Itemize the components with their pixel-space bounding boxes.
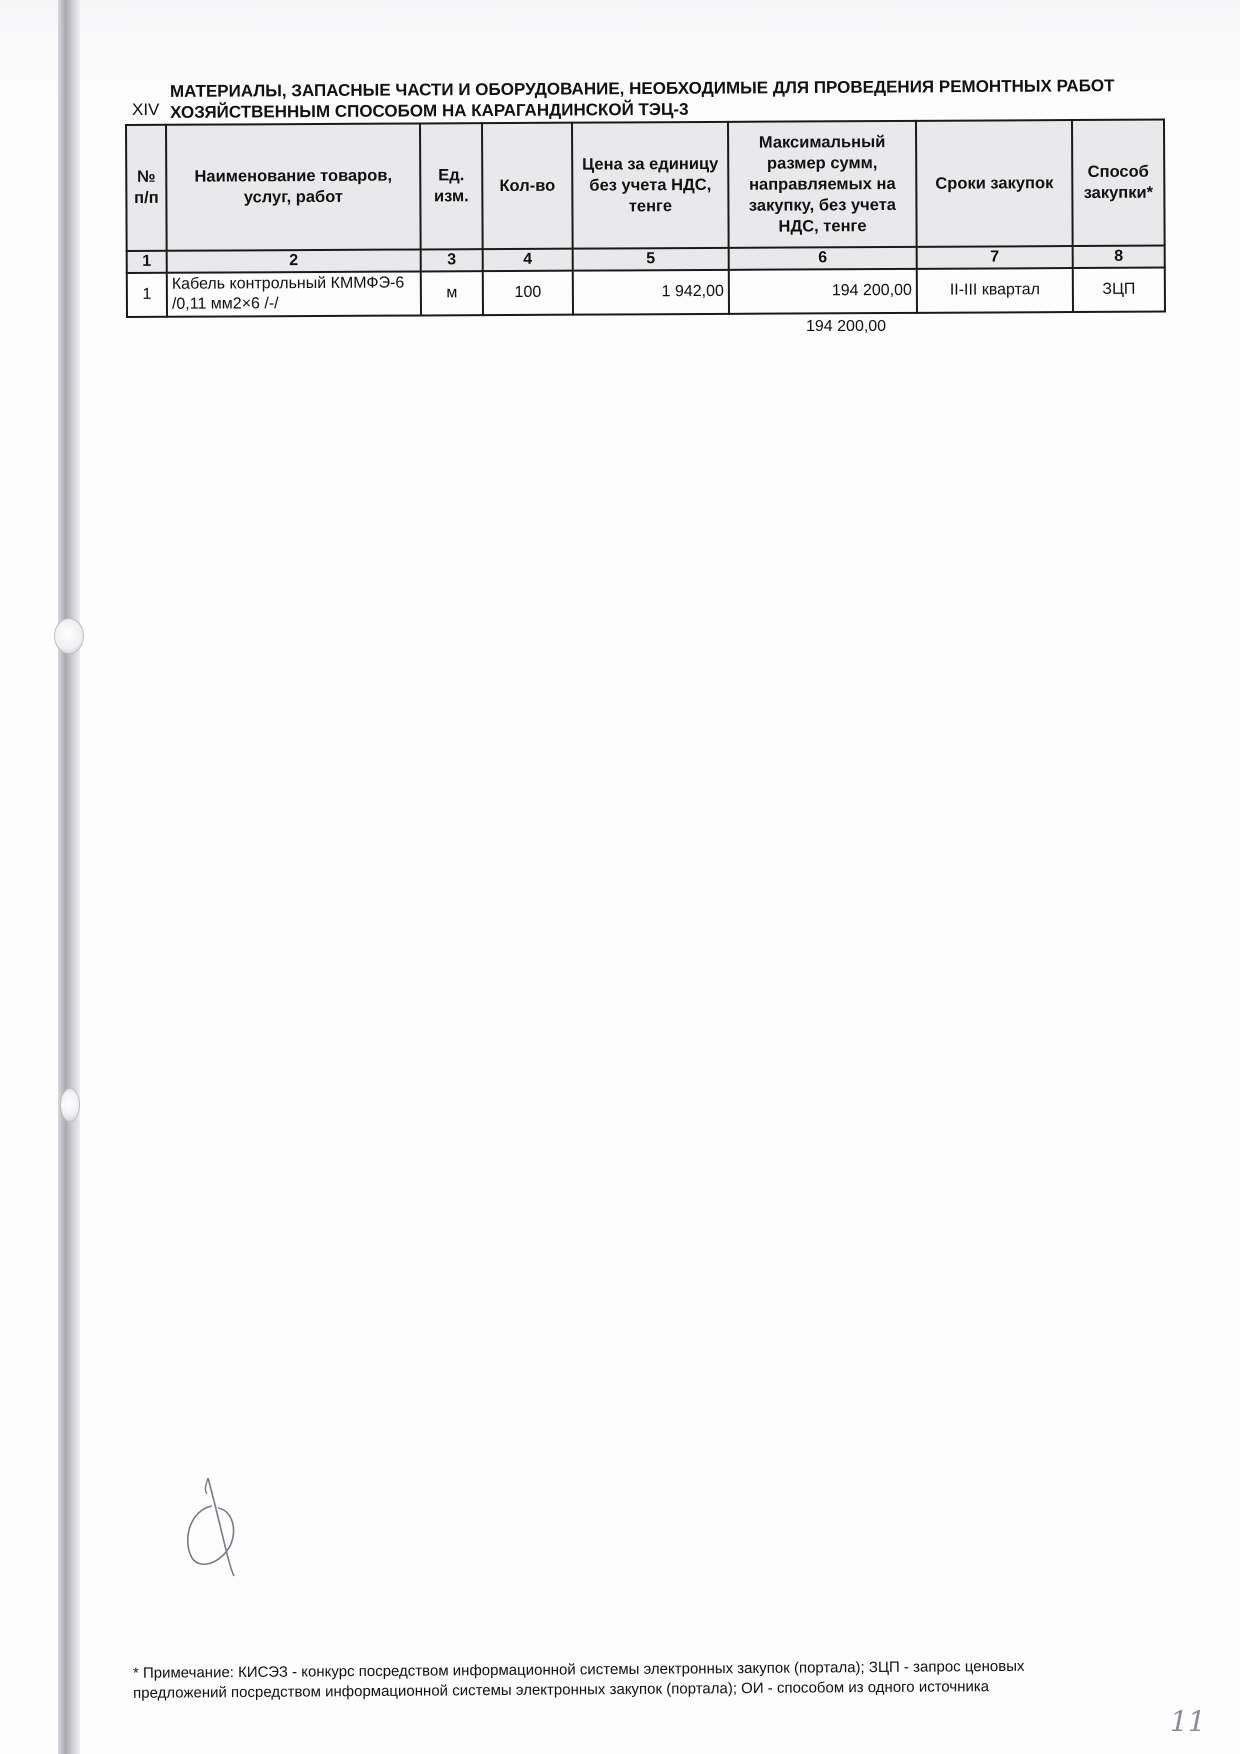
column-number: 5 — [573, 248, 729, 271]
section-number: XIV — [132, 100, 160, 119]
column-number: 2 — [167, 249, 421, 272]
procurement-table — [125, 119, 1166, 318]
punch-hole — [54, 618, 84, 654]
header-cell-method: Способ закупки* — [1072, 120, 1165, 246]
column-number: 4 — [483, 249, 573, 271]
cell-term: II-III квартал — [917, 268, 1073, 313]
header-cell-price: Цена за единицу без учета НДС, тенге — [572, 122, 729, 249]
handwritten-signature — [180, 1470, 270, 1580]
cell-qty: 100 — [483, 271, 573, 315]
cell-unit: м — [421, 271, 483, 315]
cell-num: 1 — [127, 273, 167, 317]
column-number: 6 — [729, 247, 917, 270]
cell-name: Кабель контрольный КММФЭ-6 /0,11 мм2×6 /-/ — [167, 271, 421, 316]
cell-method: ЗЦП — [1073, 268, 1165, 312]
table-row — [127, 268, 1165, 317]
column-number: 7 — [917, 246, 1073, 269]
header-cell-name: Наименование товаров, услуг, работ — [166, 123, 421, 250]
handwritten-page-number: 11 — [1170, 1705, 1206, 1738]
page-binding-edge — [58, 0, 80, 1754]
column-number: 3 — [421, 249, 483, 271]
table-total: 194 200,00 — [806, 318, 887, 335]
header-cell-qty: Кол-во — [482, 123, 573, 249]
header-cell-num: № п/п — [126, 125, 167, 251]
cell-price: 1 942,00 — [573, 270, 729, 315]
punch-hole — [60, 1088, 80, 1122]
table-header-row — [126, 120, 1165, 251]
cell-max-sum: 194 200,00 — [729, 269, 917, 314]
header-cell-max-sum: Максимальный размер сумм, направляемых на закупку, без учета НДС, тенге — [728, 121, 917, 248]
section-title: МАТЕРИАЛЫ, ЗАПАСНЫЕ ЧАСТИ И ОБОРУДОВАНИЕ, НЕОБХОДИМЫЕ ДЛЯ ПРОВЕДЕНИЯ РЕМОНТНЫХ РАБОТ ХОЗЯЙСТВЕННЫМ СПОСОБОМ НА КАРАГАНДИНСКОЙ ТЭЦ-3 — [169, 76, 1115, 122]
column-number: 1 — [127, 251, 167, 273]
footnote: * Примечание: КИСЭЗ - конкурс посредством информационной системы электронных закупок (портала); ЗЦП - запрос ценовых предложений посредством информационной системы электронных закупок (портала); ОИ - способом из одного источника — [132, 1657, 1025, 1702]
header-cell-unit: Ед. изм. — [420, 123, 483, 249]
header-cell-term: Сроки закупок — [916, 120, 1073, 247]
column-number: 8 — [1073, 246, 1165, 268]
